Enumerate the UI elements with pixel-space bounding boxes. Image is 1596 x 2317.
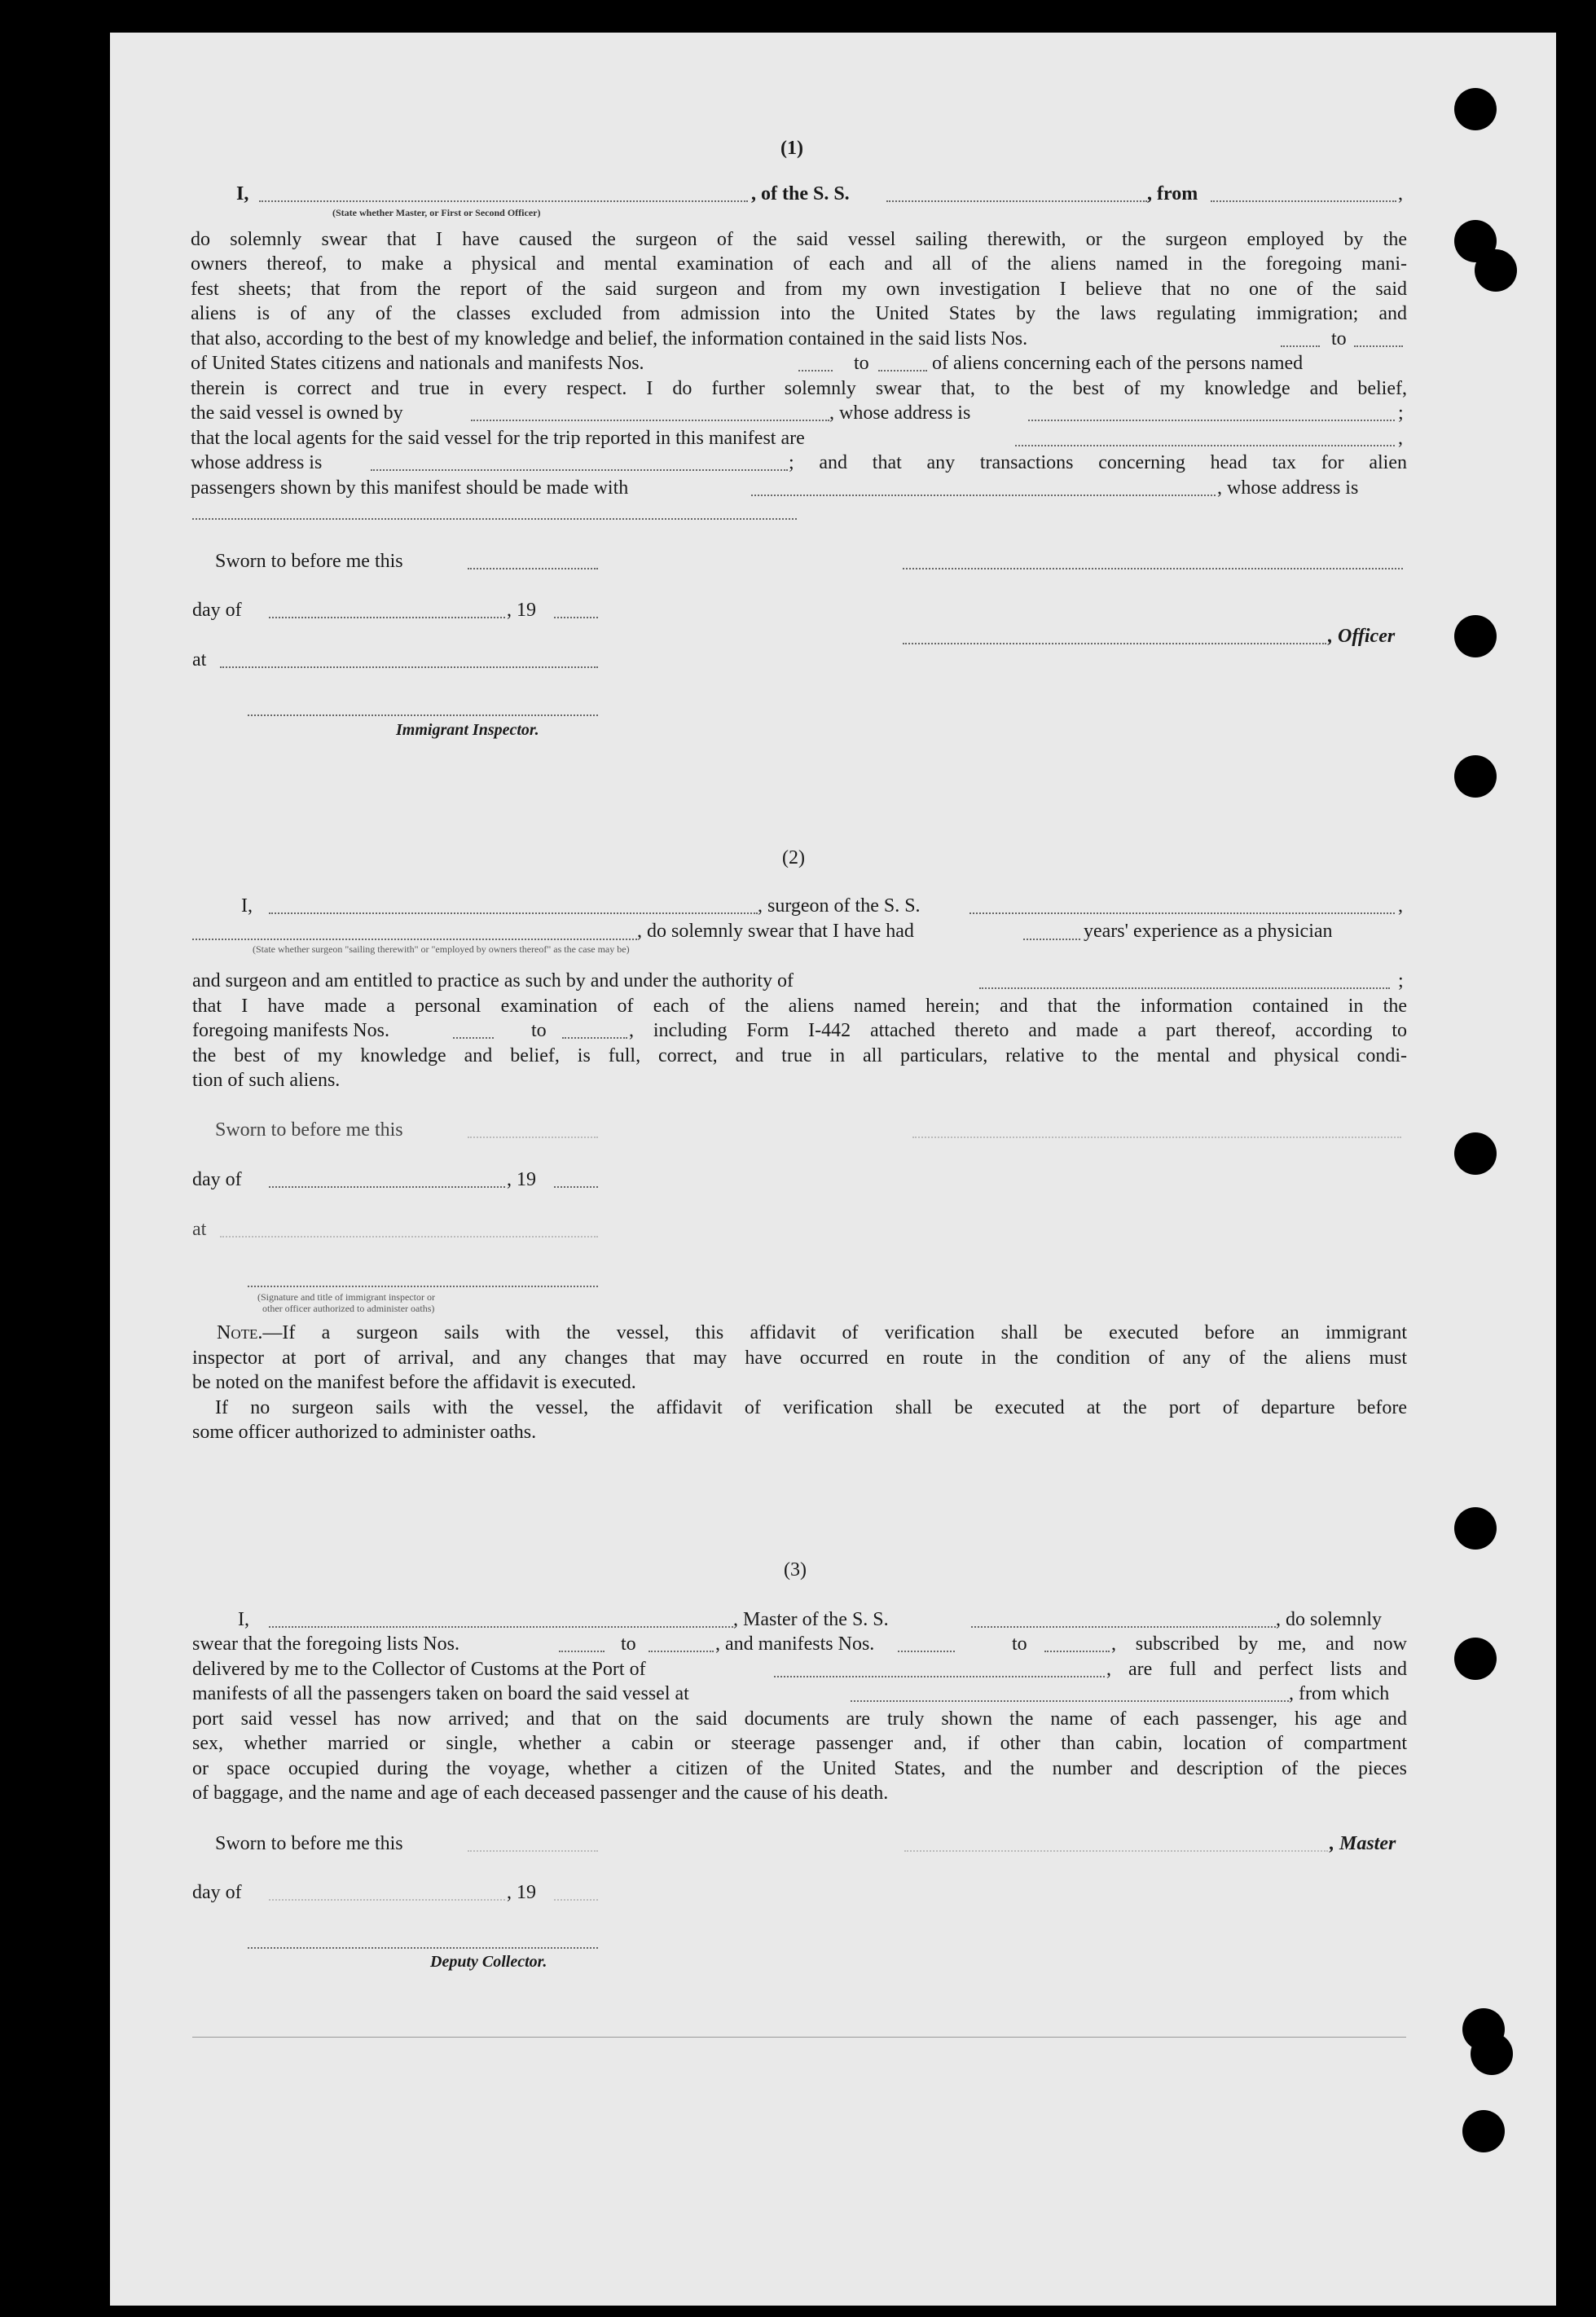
s1-body-line: that the local agents for the said vessel for the trip reported in this manifest are	[191, 428, 805, 449]
s3-and-manifests: , and manifests Nos.	[715, 1633, 875, 1655]
s2-to: to	[531, 1020, 547, 1041]
s2-swear: , do solemnly swear that I have had	[637, 921, 914, 942]
s3-body-line: or space occupied during the voyage, whether a citizen of the United States, and the number and description of the pieces	[192, 1758, 1407, 1779]
fill-line-master	[269, 1626, 733, 1628]
note-text-1: —If a surgeon sails with the vessel, this affidavit of verification shall be executed before an immigrant	[262, 1322, 1407, 1343]
s2-best-line: the best of my knowledge and belief, is full, correct, and true in all particulars, relative to the mental and physical condi-	[192, 1045, 1407, 1066]
fill-line-officer-signature-1	[903, 568, 1403, 569]
fill-line-s2-at	[220, 1236, 598, 1238]
s1-body-line: that also, according to the best of my knowledge and belief, the information contained in the said lists Nos.	[191, 328, 1028, 350]
s2-i: I,	[241, 895, 253, 917]
fill-line-port	[774, 1676, 1105, 1677]
fill-line-owner-address	[1028, 420, 1395, 421]
fill-line-head-tax	[751, 495, 1216, 496]
fill-line-taken-at	[851, 1700, 1289, 1702]
s1-to2: to	[854, 353, 869, 374]
section-2-number: (2)	[782, 847, 805, 868]
s1-comma: ,	[1398, 428, 1403, 449]
fill-line-s2-manifests-from	[453, 1037, 494, 1039]
s3-from-which: , from which	[1289, 1683, 1390, 1704]
note-line-1	[192, 1323, 1407, 1343]
punch-hole	[1454, 88, 1497, 130]
punch-hole	[1454, 755, 1497, 798]
s1-to1: to	[1331, 328, 1347, 350]
s1-body-line: aliens is of any of the classes excluded from admission into the United States by the laws regulating immigration; and	[191, 303, 1407, 324]
fill-line-s2-sworn	[468, 1137, 598, 1138]
s2-years: years' experience as a physician	[1084, 921, 1333, 942]
s1-body-line: whose address is	[191, 452, 323, 473]
fill-line-s3-sworn	[468, 1850, 598, 1852]
fill-line-s3-day	[269, 1899, 505, 1901]
s3-sworn: Sworn to before me this	[215, 1833, 403, 1854]
punch-hole	[1471, 2033, 1513, 2075]
fill-line-authority	[979, 987, 1390, 989]
fill-line-vessel	[886, 200, 1147, 202]
s1-day-of: day of	[192, 600, 242, 621]
note-line-4: If no surgeon sails with the vessel, the affidavit of verification shall be executed at the port of departure before	[215, 1397, 1407, 1418]
fill-line-s2-signature	[912, 1137, 1401, 1138]
fill-line-s2-day	[269, 1186, 505, 1188]
section-3-number: (3)	[784, 1559, 807, 1581]
s1-body-line: do solemnly swear that I have caused the surgeon of the said vessel sailing therewith, or the surgeon employed by the	[191, 229, 1407, 250]
fill-line-s3-manifests-to	[1044, 1651, 1110, 1652]
s2-tion-line: tion of such aliens.	[192, 1070, 341, 1091]
s2-day-of: day of	[192, 1169, 242, 1190]
fill-line-agents-address	[371, 469, 788, 471]
s3-to1: to	[621, 1633, 636, 1655]
s3-deputy: Deputy Collector.	[430, 1953, 547, 1971]
s3-swear-lists: swear that the foregoing lists Nos.	[192, 1633, 459, 1655]
surgeon-note: (State whether surgeon "sailing therewith" or "employed by owners thereof" as the case may be)	[253, 943, 630, 955]
s3-body-line: of baggage, and the name and age of each deceased passenger and the cause of his death.	[192, 1783, 889, 1804]
fill-line-surgeon-type	[192, 939, 637, 940]
fill-line-head-tax-address	[192, 518, 797, 520]
fill-line-lists-to	[1354, 345, 1403, 347]
s3-body-line: port said vessel has now arrived; and that on the said documents are truly shown the name of each passenger, his age and	[192, 1708, 1407, 1730]
s1-nineteen: , 19	[507, 600, 536, 621]
punch-hole	[1454, 1132, 1497, 1175]
fill-line-officer-signature-2	[903, 643, 1326, 644]
s3-do-solemnly: , do solemnly	[1276, 1609, 1382, 1630]
note-label: Note.	[217, 1322, 263, 1343]
s1-sworn: Sworn to before me this	[215, 551, 403, 572]
fill-line-inspector	[248, 714, 598, 716]
fill-line-lists-from	[1281, 345, 1320, 347]
fill-line-deputy	[248, 1947, 598, 1949]
note-line-5: some officer authorized to administer oaths.	[192, 1422, 537, 1443]
s1-whose-address-is: , whose address is	[1217, 477, 1359, 499]
line1-end: ,	[1398, 183, 1403, 204]
s1-body-line: of United States citizens and nationals and manifests Nos.	[191, 353, 644, 374]
punch-hole	[1462, 2110, 1505, 2152]
s3-delivered: delivered by me to the Collector of Customs at the Port of	[192, 1659, 646, 1680]
s1-whose-address: , whose address is	[829, 402, 971, 424]
punch-hole	[1454, 615, 1497, 657]
s1-officer: , Officer	[1328, 626, 1396, 647]
s2-at: at	[192, 1219, 207, 1240]
fill-line-surgeon	[269, 912, 758, 914]
fill-line-sworn-day	[468, 568, 598, 569]
s3-day-of: day of	[192, 1882, 242, 1903]
fill-line-year	[554, 617, 598, 618]
s1-semicolon: ;	[1398, 402, 1404, 424]
fill-line-s3-manifests-from	[898, 1651, 955, 1652]
s1-of-aliens: of aliens concerning each of the persons named	[932, 353, 1304, 374]
s1-body-line: fest sheets; that from the report of the said surgeon and from my own investigation I believe that no one of the said	[191, 279, 1407, 300]
s1-inspector: Immigrant Inspector.	[396, 721, 539, 739]
fill-line-agents	[1015, 445, 1395, 446]
line1-from-label: , from	[1147, 183, 1198, 204]
fill-line-s3-vessel	[971, 1626, 1276, 1628]
s1-at: at	[192, 649, 207, 670]
s3-i: I,	[238, 1609, 249, 1630]
s2-foregoing: foregoing manifests Nos.	[192, 1020, 389, 1041]
s1-body-line: therein is correct and true in every respect. I do further solemnly swear that, to the best of my knowledge and belief,	[191, 378, 1407, 399]
s2-nineteen: , 19	[507, 1169, 536, 1190]
fill-line-s2-year	[554, 1186, 598, 1188]
bottom-rule	[192, 2037, 1406, 2038]
s3-body-line: sex, whether married or single, whether a cabin or steerage passenger and, if other than cabin, location of compartment	[192, 1733, 1407, 1754]
punch-hole	[1475, 249, 1517, 292]
officer-note: (State whether Master, or First or Second Officer)	[332, 207, 541, 218]
fill-line-owner	[471, 420, 829, 421]
s3-subscribed: , subscribed by me, and now	[1111, 1633, 1407, 1655]
sig-note-1: (Signature and title of immigrant inspector or	[257, 1291, 435, 1303]
fill-line-master-signature	[904, 1850, 1328, 1852]
s3-master: , Master	[1330, 1833, 1396, 1854]
note-line-3: be noted on the manifest before the affidavit is executed.	[192, 1372, 636, 1393]
fill-line-from	[1211, 200, 1396, 202]
fill-line-s2-inspector	[248, 1286, 598, 1287]
s2-authority: and surgeon and am entitled to practice as such by and under the authority of	[192, 970, 794, 991]
note-line-2: inspector at port of arrival, and any changes that may have occurred en route in the condition of any of the aliens must	[192, 1348, 1407, 1369]
sig-note-2: other officer authorized to administer oaths)	[262, 1303, 435, 1314]
s2-sworn: Sworn to before me this	[215, 1119, 403, 1141]
s3-master-of: , Master of the S. S.	[733, 1609, 889, 1630]
fill-line-years	[1023, 939, 1080, 940]
fill-line-s2-vessel	[969, 912, 1395, 914]
section-1-number: (1)	[780, 138, 803, 159]
s1-body-line: the said vessel is owned by	[191, 402, 403, 424]
s2-exam-line: that I have made a personal examination of each of the aliens named herein; and that the information contained in the	[192, 996, 1407, 1017]
fill-line-s3-lists-to	[649, 1651, 714, 1652]
s3-manifests-all: manifests of all the passengers taken on board the said vessel at	[192, 1683, 689, 1704]
punch-hole	[1454, 1507, 1497, 1550]
fill-line-at	[220, 666, 598, 668]
s3-full-perfect: , are full and perfect lists and	[1106, 1659, 1407, 1680]
fill-line-manifests-from	[798, 370, 833, 372]
line1-vessel-label: , of the S. S.	[751, 183, 850, 204]
line1-i: I,	[236, 183, 249, 204]
s2-end: ,	[1398, 895, 1403, 917]
fill-line-officer	[259, 200, 748, 202]
fill-line-s3-year	[554, 1899, 598, 1901]
s2-surgeon-of: , surgeon of the S. S.	[758, 895, 921, 917]
s3-nineteen: , 19	[507, 1882, 536, 1903]
s2-including: , including Form I-442 attached thereto and made a part thereof, according to	[629, 1020, 1407, 1041]
s1-head-tax: ; and that any transactions concerning head tax for alien	[789, 452, 1407, 473]
punch-hole	[1454, 1638, 1497, 1680]
s3-to2: to	[1012, 1633, 1027, 1655]
fill-line-s3-lists-from	[559, 1651, 605, 1652]
fill-line-day-of	[269, 617, 505, 618]
s1-body-line: owners thereof, to make a physical and mental examination of each and all of the aliens named in the foregoing mani-	[191, 253, 1407, 275]
fill-line-s2-manifests-to	[562, 1037, 627, 1039]
s2-semicolon: ;	[1398, 970, 1404, 991]
s1-body-line: passengers shown by this manifest should be made with	[191, 477, 629, 499]
fill-line-manifests-to	[878, 370, 927, 372]
